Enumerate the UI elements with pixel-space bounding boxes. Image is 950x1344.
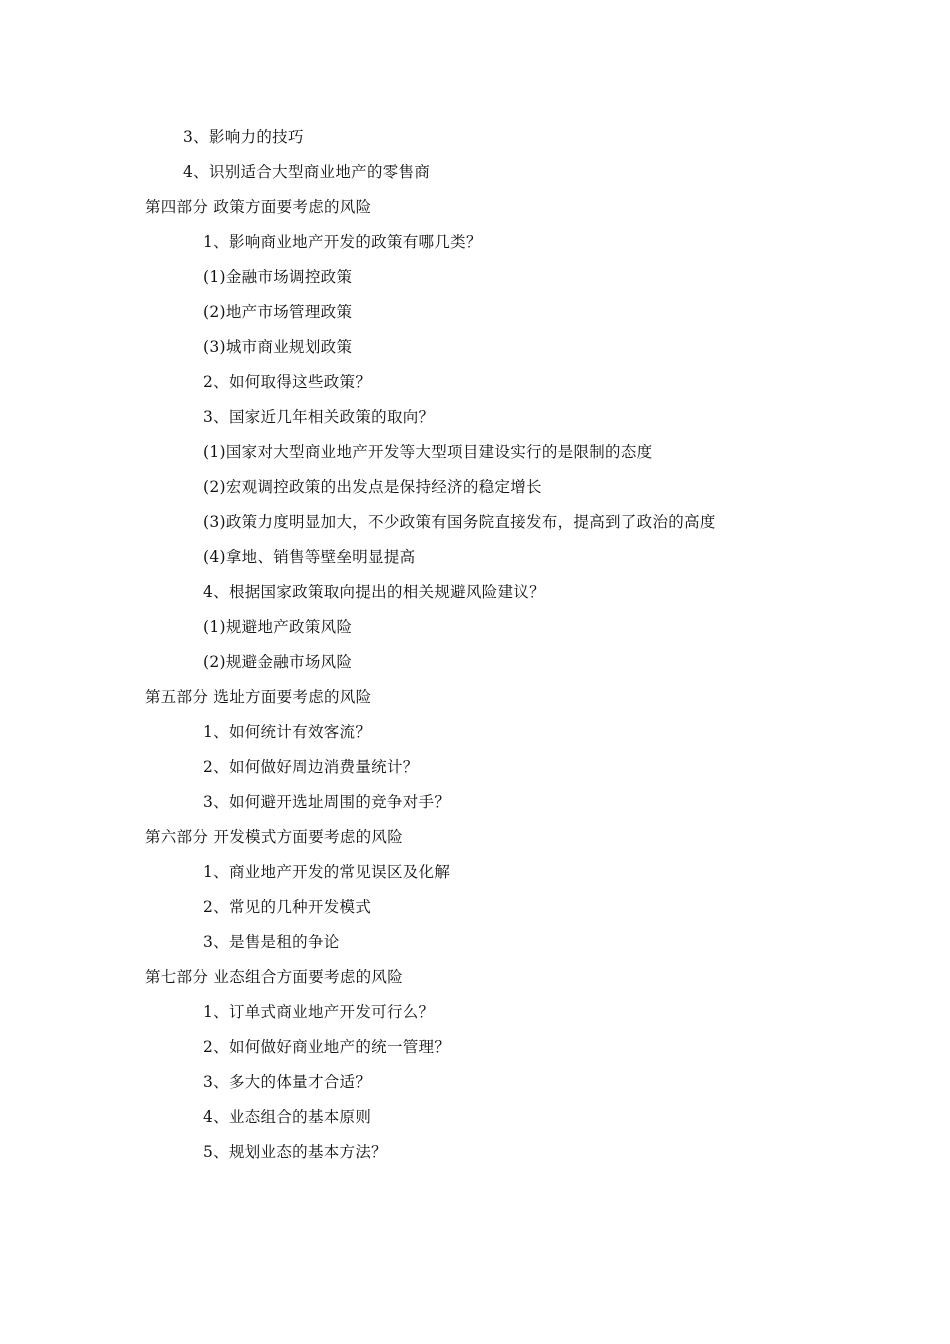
list-item: (2)规避金融市场风险 — [203, 653, 353, 671]
list-item: (3)城市商业规划政策 — [203, 338, 353, 356]
list-item: 4、业态组合的基本原则 — [203, 1108, 372, 1126]
list-item: (4)拿地、销售等壁垒明显提高 — [203, 548, 416, 566]
list-item: 5、规划业态的基本方法？ — [203, 1143, 387, 1161]
list-item: 4、根据国家政策取向提出的相关规避风险建议？ — [203, 583, 545, 601]
list-item: 3、是售是租的争论 — [203, 933, 340, 951]
list-item: 1、影响商业地产开发的政策有哪几类？ — [203, 233, 482, 251]
list-item: 4、识别适合大型商业地产的零售商 — [183, 163, 431, 181]
list-item: 1、商业地产开发的常见误区及化解 — [203, 863, 451, 881]
list-item: 2、如何做好周边消费量统计？ — [203, 758, 419, 776]
list-item: 3、多大的体量才合适？ — [203, 1073, 372, 1091]
list-item: 2、如何做好商业地产的统一管理？ — [203, 1038, 451, 1056]
list-item: 3、国家近几年相关政策的取向？ — [203, 408, 435, 426]
list-item: (1)规避地产政策风险 — [203, 618, 353, 636]
list-item: 3、如何避开选址周围的竞争对手？ — [203, 793, 451, 811]
list-item: 1、如何统计有效客流？ — [203, 723, 372, 741]
list-item: 2、常见的几种开发模式 — [203, 898, 372, 916]
list-item: (2)地产市场管理政策 — [203, 303, 353, 321]
section-heading: 第五部分 选址方面要考虑的风险 — [145, 688, 372, 706]
list-item: 2、如何取得这些政策？ — [203, 373, 372, 391]
list-item: 3、影响力的技巧 — [183, 128, 304, 146]
list-item: (3)政策力度明显加大，不少政策有国务院直接发布，提高到了政治的高度 — [203, 513, 716, 531]
list-item: (2)宏观调控政策的出发点是保持经济的稳定增长 — [203, 478, 542, 496]
list-item: 1、订单式商业地产开发可行么？ — [203, 1003, 435, 1021]
section-heading: 第四部分 政策方面要考虑的风险 — [145, 198, 372, 216]
section-heading: 第六部分 开发模式方面要考虑的风险 — [145, 828, 404, 846]
list-item: (1)金融市场调控政策 — [203, 268, 353, 286]
section-heading: 第七部分 业态组合方面要考虑的风险 — [145, 968, 404, 986]
list-item: (1)国家对大型商业地产开发等大型项目建设实行的是限制的态度 — [203, 443, 653, 461]
